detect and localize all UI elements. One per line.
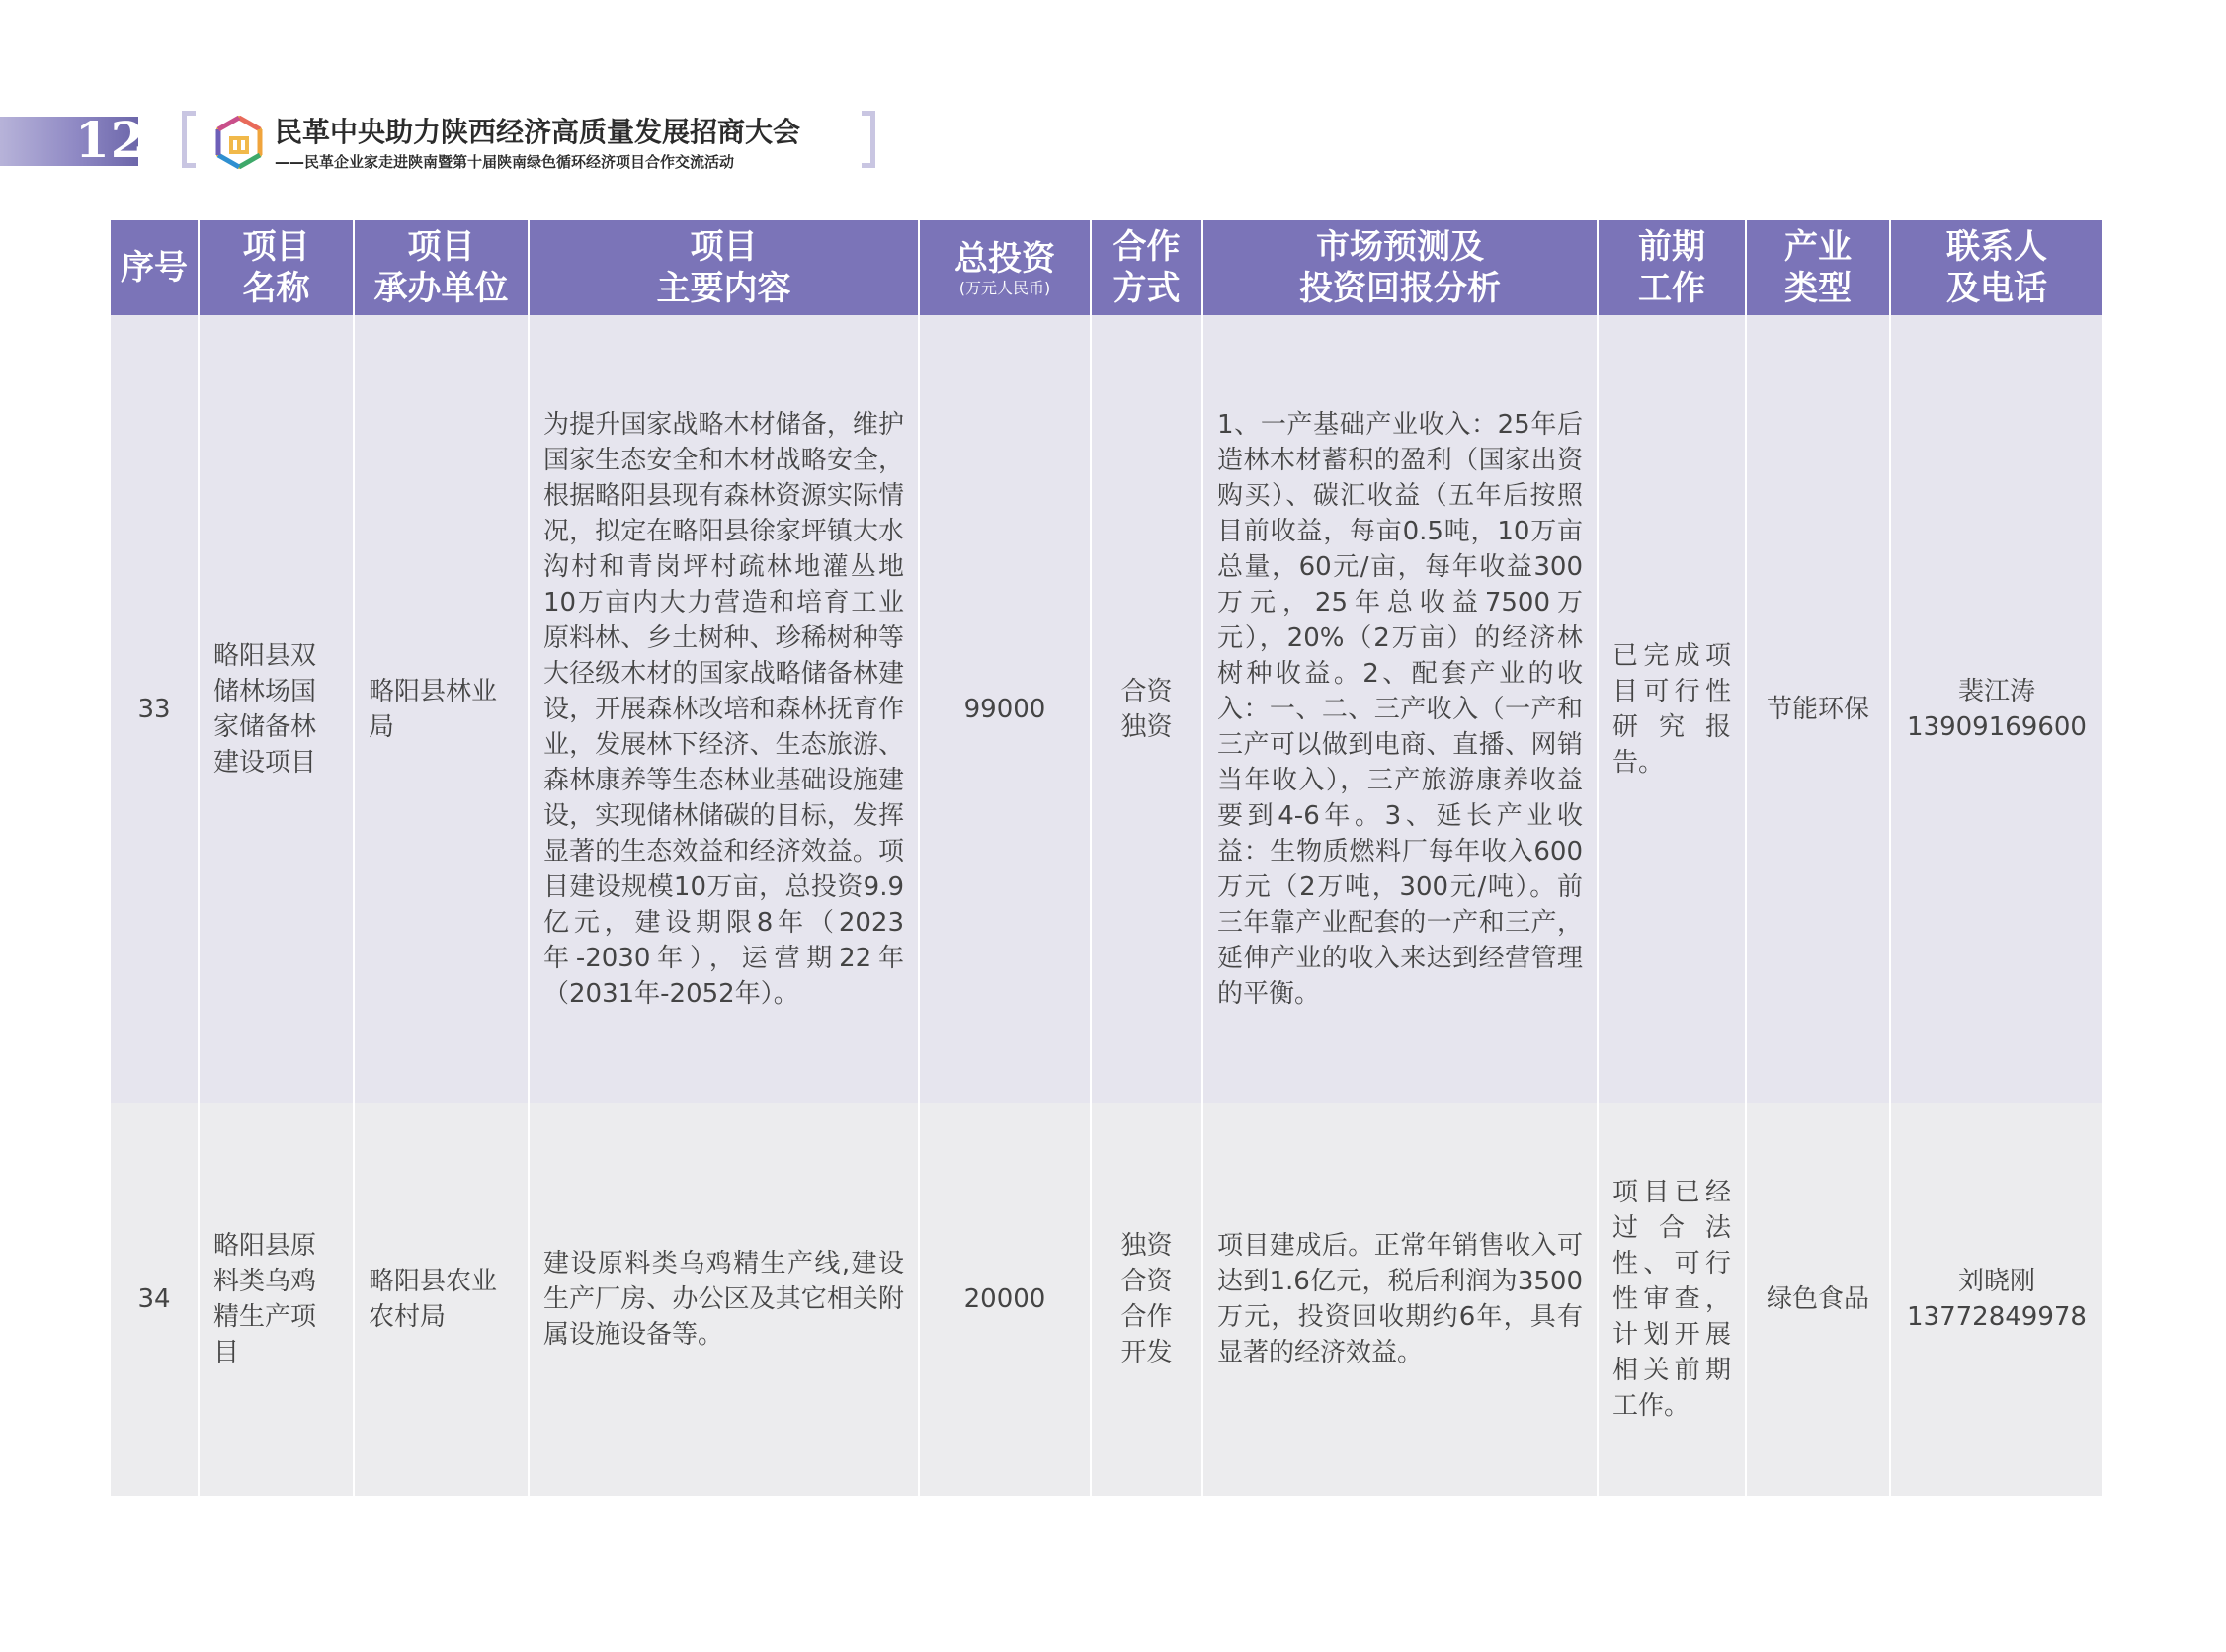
contact-phone: 13772849978 — [1907, 1302, 2087, 1332]
row-main-content: 为提升国家战略木材储备，维护国家生态安全和木材战略安全，根据略阳县现有森林资源实际情况，拟定在略阳县徐家坪镇大水沟村和青岗坪村疏林地灌丛地10万亩内大力营造和培育工业原料林、乡土树种、珍稀树种等大径级木材的国家战略储备林建设，开展森林改培和森林抚育作业，发展林下经济、生态旅游、森林康养等生态林业基础设施建设，实现储林储碳的目标，发挥显著的生态效益和经济效益。项目建设规模10万亩，总投资9.9亿元，建设期限8年（2023年-2030年），运营期22年（2031年-2052年）。 — [529, 315, 919, 1103]
row-preliminary-work: 项目已经过合法性、可行性审查，计划开展相关前期工作。 — [1598, 1103, 1746, 1496]
contact-name: 裴江涛 — [1957, 676, 2035, 706]
row-market-analysis: 项目建成后。正常年销售收入可达到1.6亿元，税后利润为3500万元，投资回收期约6年，具有显著的经济效益。 — [1202, 1103, 1598, 1496]
row-market-analysis: 1、一产基础产业收入：25年后造林木材蓄积的盈利（国家出资购买）、碳汇收益（五年后按照目前收益，每亩0.5吨，10万亩总量，60元/亩，每年收益300万元，25年总收益7500万元），20%（2万亩）的经济林树种收益。2、配套产业的收入：一、二、三产收入（一产和三产可以做到电商、直播、网销当年收入），三产旅游康养收益要到4-6年。3、延长产业收益：生物质燃料厂每年收入600万元（2万吨，300元/吨）。前三年靠产业配套的一产和三产，延伸产业的收入来达到经营管理的平衡。 — [1202, 315, 1598, 1103]
header-investment-unit: (万元人民币) — [958, 279, 1051, 297]
conference-logo-icon — [211, 115, 267, 170]
right-bracket-decoration — [862, 111, 875, 168]
left-bracket-decoration — [182, 111, 196, 168]
row-industry-type: 节能环保 — [1746, 315, 1890, 1103]
table-row — [111, 315, 2102, 1103]
row-project-name: 略阳县双储林场国家储备林建设项目 — [199, 315, 354, 1103]
row-index: 33 — [111, 315, 199, 1103]
header-total-investment — [919, 220, 1091, 315]
row-host-unit: 略阳县林业局 — [354, 315, 529, 1103]
row-total-investment: 99000 — [919, 315, 1091, 1103]
project-table — [111, 220, 2102, 1496]
conference-subtitle: ——民革企业家走进陕南暨第十届陕南绿色循环经济项目合作交流活动 — [275, 153, 735, 171]
contact-phone: 13909169600 — [1907, 711, 2087, 742]
row-preliminary-work: 已完成项目可行性研究报告。 — [1598, 315, 1746, 1103]
header-investment-label: 总投资 — [954, 239, 1055, 279]
row-index: 34 — [111, 1103, 199, 1496]
header-market-analysis: 市场预测及 投资回报分析 — [1202, 220, 1598, 315]
row-host-unit: 略阳县农业农村局 — [354, 1103, 529, 1496]
header-industry-type: 产业 类型 — [1746, 220, 1890, 315]
row-contact — [1890, 315, 2102, 1103]
row-cooperation: 合资 独资 — [1091, 315, 1202, 1103]
table-header-row — [111, 220, 2102, 315]
row-project-name: 略阳县原料类乌鸡精生产项目 — [199, 1103, 354, 1496]
table-row — [111, 1103, 2102, 1496]
header-project-name: 项目 名称 — [199, 220, 354, 315]
row-industry-type: 绿色食品 — [1746, 1103, 1890, 1496]
row-cooperation: 独资 合资 合作 开发 — [1091, 1103, 1202, 1496]
row-main-content: 建设原料类乌鸡精生产线,建设生产厂房、办公区及其它相关附属设施设备等。 — [529, 1103, 919, 1496]
header-cooperation: 合作 方式 — [1091, 220, 1202, 315]
row-contact — [1890, 1103, 2102, 1496]
header-index: 序号 — [111, 220, 199, 315]
header-preliminary-work: 前期 工作 — [1598, 220, 1746, 315]
contact-name: 刘晓刚 — [1957, 1267, 2035, 1296]
header-main-content: 项目 主要内容 — [529, 220, 919, 315]
conference-title: 民革中央助力陕西经济高质量发展招商大会 — [275, 116, 801, 148]
row-total-investment: 20000 — [919, 1103, 1091, 1496]
header-host-unit: 项目 承办单位 — [354, 220, 529, 315]
header-contact: 联系人 及电话 — [1890, 220, 2102, 315]
page-number: 12 — [75, 111, 146, 169]
